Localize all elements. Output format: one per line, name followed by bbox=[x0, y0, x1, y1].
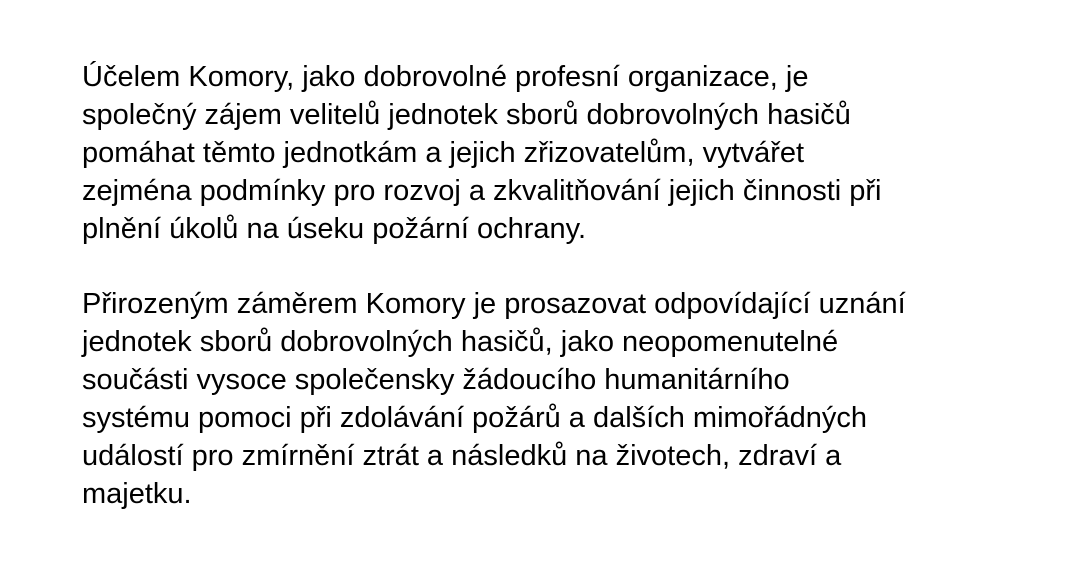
text-line: součásti vysoce společensky žádoucího humanitárního bbox=[82, 364, 790, 396]
text-line: systému pomoci při zdolávání požárů a dalších mimořádných bbox=[82, 402, 867, 434]
text-line: plnění úkolů na úseku požární ochrany. bbox=[82, 213, 587, 245]
text-line: zejména podmínky pro rozvoj a zkvalitňování jejich činnosti při bbox=[82, 175, 882, 207]
paragraph-intention bbox=[82, 285, 906, 513]
text-line: majetku. bbox=[82, 478, 192, 510]
paragraph-purpose bbox=[82, 58, 881, 248]
text-line: pomáhat těmto jednotkám a jejich zřizovatelům, vytvářet bbox=[82, 137, 805, 169]
text-line: událostí pro zmírnění ztrát a následků na životech, zdraví a bbox=[82, 440, 842, 472]
text-line: Účelem Komory, jako dobrovolné profesní organizace, je bbox=[82, 61, 809, 93]
text-line: Přirozeným záměrem Komory je prosazovat odpovídající uznání bbox=[82, 288, 906, 320]
text-line: jednotek sborů dobrovolných hasičů, jako neopomenutelné bbox=[82, 326, 839, 358]
text-line: společný zájem velitelů jednotek sborů dobrovolných hasičů bbox=[82, 99, 851, 131]
